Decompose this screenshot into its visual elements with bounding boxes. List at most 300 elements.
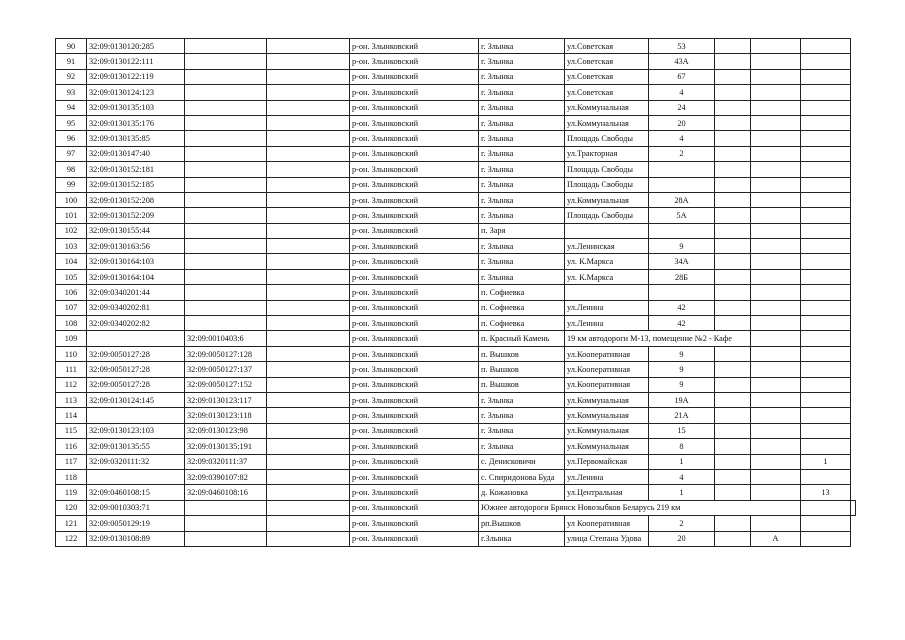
house-number-cell bbox=[649, 162, 715, 177]
district-cell: р-он. Злынковский bbox=[350, 331, 479, 346]
table-row bbox=[56, 377, 856, 392]
street-cell: ул.Коммунальная bbox=[565, 100, 649, 115]
street-cell: ул.Советская bbox=[565, 69, 649, 84]
table-row bbox=[56, 177, 856, 192]
empty-cell bbox=[267, 300, 350, 315]
locality-cell: г. Злынка bbox=[479, 85, 565, 100]
row-number-cell: 98 bbox=[56, 162, 87, 177]
letter-cell bbox=[751, 346, 801, 361]
locality-cell: п. Софиевка bbox=[479, 300, 565, 315]
cadastral-number-cell: 32:09:0130147:40 bbox=[87, 146, 185, 161]
empty-cell bbox=[715, 223, 751, 238]
table-row bbox=[56, 131, 856, 146]
building-cadastral-cell: 32:09:0130123:118 bbox=[185, 408, 267, 423]
empty-cell bbox=[267, 392, 350, 407]
empty-cell bbox=[715, 146, 751, 161]
cadastral-number-cell: 32:09:0340201:44 bbox=[87, 285, 185, 300]
empty-cell bbox=[715, 392, 751, 407]
empty-cell bbox=[267, 254, 350, 269]
empty-cell bbox=[267, 39, 350, 54]
letter-cell bbox=[751, 423, 801, 438]
letter-cell: А bbox=[751, 531, 801, 546]
empty-cell bbox=[267, 439, 350, 454]
house-number-cell bbox=[649, 177, 715, 192]
building-cadastral-cell bbox=[185, 69, 267, 84]
empty-cell bbox=[715, 439, 751, 454]
letter-cell bbox=[751, 392, 801, 407]
street-cell bbox=[565, 285, 649, 300]
empty-cell bbox=[715, 377, 751, 392]
extra-number-cell bbox=[801, 362, 851, 377]
district-cell: р-он. Злынковский bbox=[350, 146, 479, 161]
district-cell: р-он. Злынковский bbox=[350, 469, 479, 484]
letter-cell bbox=[751, 377, 801, 392]
district-cell: р-он. Злынковский bbox=[350, 485, 479, 500]
row-number-cell: 93 bbox=[56, 85, 87, 100]
district-cell: р-он. Злынковский bbox=[350, 115, 479, 130]
row-number-cell: 115 bbox=[56, 423, 87, 438]
building-cadastral-cell bbox=[185, 254, 267, 269]
row-number-cell: 113 bbox=[56, 392, 87, 407]
row-number-cell: 114 bbox=[56, 408, 87, 423]
empty-cell bbox=[715, 269, 751, 284]
house-number-cell: 53 bbox=[649, 39, 715, 54]
empty-cell bbox=[715, 115, 751, 130]
cadastral-number-cell bbox=[87, 408, 185, 423]
street-cell: улица Степана Удова bbox=[565, 531, 649, 546]
locality-cell: г. Злынка bbox=[479, 69, 565, 84]
extra-number-cell bbox=[801, 331, 851, 346]
street-cell: ул Кооперативная bbox=[565, 516, 649, 531]
empty-cell bbox=[267, 377, 350, 392]
registry-table bbox=[55, 38, 856, 547]
district-cell: р-он. Злынковский bbox=[350, 392, 479, 407]
empty-cell bbox=[267, 531, 350, 546]
empty-cell bbox=[267, 485, 350, 500]
street-cell: ул.Советская bbox=[565, 54, 649, 69]
extra-number-cell bbox=[801, 192, 851, 207]
district-cell: р-он. Злынковский bbox=[350, 316, 479, 331]
cadastral-number-cell: 32:09:0130123:103 bbox=[87, 423, 185, 438]
district-cell: р-он. Злынковский bbox=[350, 85, 479, 100]
building-cadastral-cell: 32:09:0130123:98 bbox=[185, 423, 267, 438]
empty-cell bbox=[715, 454, 751, 469]
empty-cell bbox=[267, 177, 350, 192]
table-row bbox=[56, 54, 856, 69]
locality-cell: п. Вышков bbox=[479, 377, 565, 392]
building-cadastral-cell bbox=[185, 516, 267, 531]
building-cadastral-cell: 32:09:0130123:117 bbox=[185, 392, 267, 407]
locality-cell: п. Красный Камень bbox=[479, 331, 565, 346]
empty-cell bbox=[715, 131, 751, 146]
empty-cell bbox=[715, 254, 751, 269]
house-number-cell: 4 bbox=[649, 131, 715, 146]
empty-cell bbox=[715, 239, 751, 254]
district-cell: р-он. Злынковский bbox=[350, 100, 479, 115]
empty-cell bbox=[715, 346, 751, 361]
house-number-cell: 21А bbox=[649, 408, 715, 423]
extra-number-cell: 13 bbox=[801, 485, 851, 500]
cadastral-number-cell: 32:09:0130163:56 bbox=[87, 239, 185, 254]
building-cadastral-cell bbox=[185, 115, 267, 130]
building-cadastral-cell bbox=[185, 300, 267, 315]
building-cadastral-cell bbox=[185, 85, 267, 100]
table-row bbox=[56, 269, 856, 284]
empty-cell bbox=[715, 469, 751, 484]
table-row bbox=[56, 162, 856, 177]
empty-cell bbox=[715, 177, 751, 192]
locality-cell: г. Злынка bbox=[479, 254, 565, 269]
extra-number-cell bbox=[801, 316, 851, 331]
row-number-cell: 116 bbox=[56, 439, 87, 454]
cadastral-number-cell: 32:09:0340202:82 bbox=[87, 316, 185, 331]
house-number-cell: 34А bbox=[649, 254, 715, 269]
locality-cell: г. Злынка bbox=[479, 423, 565, 438]
house-number-cell: 1 bbox=[649, 454, 715, 469]
district-cell: р-он. Злынковский bbox=[350, 362, 479, 377]
building-cadastral-cell bbox=[185, 239, 267, 254]
house-number-cell: 42 bbox=[649, 300, 715, 315]
cadastral-number-cell: 32:09:0130152:185 bbox=[87, 177, 185, 192]
empty-cell bbox=[267, 162, 350, 177]
locality-cell: п. Софиевка bbox=[479, 316, 565, 331]
district-cell: р-он. Злынковский bbox=[350, 208, 479, 223]
letter-cell bbox=[751, 331, 801, 346]
table-row bbox=[56, 485, 856, 500]
district-cell: р-он. Злынковский bbox=[350, 516, 479, 531]
letter-cell bbox=[751, 269, 801, 284]
empty-cell bbox=[267, 346, 350, 361]
empty-cell bbox=[267, 69, 350, 84]
letter-cell bbox=[751, 146, 801, 161]
empty-cell bbox=[715, 516, 751, 531]
locality-cell: Южнее автодороги Брянск Новозыбков Беларусь 219 км bbox=[479, 500, 801, 515]
district-cell: р-он. Злынковский bbox=[350, 377, 479, 392]
street-cell: ул.Кооперативная bbox=[565, 346, 649, 361]
row-number-cell: 122 bbox=[56, 531, 87, 546]
letter-cell bbox=[751, 162, 801, 177]
extra-number-cell bbox=[801, 239, 851, 254]
house-number-cell: 5А bbox=[649, 208, 715, 223]
extra-number-cell bbox=[801, 54, 851, 69]
empty-cell bbox=[715, 362, 751, 377]
extra-number-cell bbox=[801, 85, 851, 100]
locality-cell: с. Денисковичи bbox=[479, 454, 565, 469]
locality-cell: рп.Вышков bbox=[479, 516, 565, 531]
house-number-cell bbox=[649, 223, 715, 238]
extra-number-cell bbox=[801, 300, 851, 315]
letter-cell bbox=[801, 500, 851, 515]
cadastral-number-cell: 32:09:0130164:103 bbox=[87, 254, 185, 269]
building-cadastral-cell: 32:09:0050127:137 bbox=[185, 362, 267, 377]
building-cadastral-cell bbox=[185, 316, 267, 331]
street-cell: Площадь Свободы bbox=[565, 208, 649, 223]
house-number-cell: 28Б bbox=[649, 269, 715, 284]
row-number-cell: 95 bbox=[56, 115, 87, 130]
row-number-cell: 107 bbox=[56, 300, 87, 315]
letter-cell bbox=[751, 516, 801, 531]
district-cell: р-он. Злынковский bbox=[350, 239, 479, 254]
cadastral-number-cell bbox=[87, 469, 185, 484]
house-number-cell: 4 bbox=[649, 85, 715, 100]
cadastral-number-cell: 32:09:0050127:28 bbox=[87, 377, 185, 392]
row-number-cell: 121 bbox=[56, 516, 87, 531]
street-cell: ул.Коммунальная bbox=[565, 423, 649, 438]
locality-cell: п. Вышков bbox=[479, 346, 565, 361]
locality-cell: д. Кожановка bbox=[479, 485, 565, 500]
cadastral-number-cell: 32:09:0130108:89 bbox=[87, 531, 185, 546]
house-number-cell: 43А bbox=[649, 54, 715, 69]
letter-cell bbox=[751, 208, 801, 223]
letter-cell bbox=[751, 100, 801, 115]
house-number-cell: 4 bbox=[649, 469, 715, 484]
building-cadastral-cell: 32:09:0460108:16 bbox=[185, 485, 267, 500]
cadastral-number-cell: 32:09:0460108:15 bbox=[87, 485, 185, 500]
building-cadastral-cell bbox=[185, 54, 267, 69]
cadastral-number-cell: 32:09:0010303:71 bbox=[87, 500, 185, 515]
empty-cell bbox=[267, 469, 350, 484]
building-cadastral-cell: 32:09:0050127:128 bbox=[185, 346, 267, 361]
locality-cell: п. Софиевка bbox=[479, 285, 565, 300]
locality-cell: г. Злынка bbox=[479, 239, 565, 254]
letter-cell bbox=[751, 362, 801, 377]
empty-cell bbox=[267, 408, 350, 423]
extra-number-cell bbox=[801, 39, 851, 54]
extra-number-cell bbox=[851, 500, 856, 515]
district-cell: р-он. Злынковский bbox=[350, 192, 479, 207]
row-number-cell: 92 bbox=[56, 69, 87, 84]
letter-cell bbox=[751, 285, 801, 300]
house-number-cell: 9 bbox=[649, 362, 715, 377]
house-number-cell: 24 bbox=[649, 100, 715, 115]
letter-cell bbox=[751, 115, 801, 130]
locality-cell: г. Злынка bbox=[479, 115, 565, 130]
street-cell: ул.Коммунальная bbox=[565, 392, 649, 407]
house-number-cell: 20 bbox=[649, 531, 715, 546]
building-cadastral-cell bbox=[185, 177, 267, 192]
house-number-cell: 19А bbox=[649, 392, 715, 407]
table-row bbox=[56, 392, 856, 407]
district-cell: р-он. Злынковский bbox=[350, 269, 479, 284]
row-number-cell: 101 bbox=[56, 208, 87, 223]
street-cell: ул.Советская bbox=[565, 39, 649, 54]
district-cell: р-он. Злынковский bbox=[350, 300, 479, 315]
district-cell: р-он. Злынковский bbox=[350, 162, 479, 177]
letter-cell bbox=[751, 85, 801, 100]
extra-number-cell: 1 bbox=[801, 454, 851, 469]
table-row bbox=[56, 208, 856, 223]
letter-cell bbox=[751, 454, 801, 469]
house-number-cell: 15 bbox=[649, 423, 715, 438]
extra-number-cell bbox=[801, 408, 851, 423]
street-cell: ул.Коммунальная bbox=[565, 439, 649, 454]
table-row bbox=[56, 223, 856, 238]
district-cell: р-он. Злынковский bbox=[350, 69, 479, 84]
street-cell: ул.Советская bbox=[565, 85, 649, 100]
cadastral-number-cell: 32:09:0130124:145 bbox=[87, 392, 185, 407]
cadastral-number-cell: 32:09:0130152:208 bbox=[87, 192, 185, 207]
extra-number-cell bbox=[801, 516, 851, 531]
street-cell: Площадь Свободы bbox=[565, 131, 649, 146]
row-number-cell: 119 bbox=[56, 485, 87, 500]
district-cell: р-он. Злынковский bbox=[350, 346, 479, 361]
district-cell: р-он. Злынковский bbox=[350, 254, 479, 269]
row-number-cell: 110 bbox=[56, 346, 87, 361]
locality-cell: г. Злынка bbox=[479, 177, 565, 192]
table-row bbox=[56, 331, 856, 346]
house-number-cell: 2 bbox=[649, 516, 715, 531]
street-cell: ул. К.Маркса bbox=[565, 269, 649, 284]
building-cadastral-cell bbox=[185, 285, 267, 300]
extra-number-cell bbox=[801, 392, 851, 407]
building-cadastral-cell bbox=[185, 269, 267, 284]
row-number-cell: 120 bbox=[56, 500, 87, 515]
letter-cell bbox=[751, 54, 801, 69]
table-row bbox=[56, 439, 856, 454]
empty-cell bbox=[267, 331, 350, 346]
street-cell: ул.Тракторная bbox=[565, 146, 649, 161]
street-cell: Площадь Свободы bbox=[565, 177, 649, 192]
building-cadastral-cell: 32:09:0390107:82 bbox=[185, 469, 267, 484]
table-row bbox=[56, 85, 856, 100]
street-cell: ул.Ленина bbox=[565, 316, 649, 331]
row-number-cell: 111 bbox=[56, 362, 87, 377]
table-row bbox=[56, 146, 856, 161]
row-number-cell: 91 bbox=[56, 54, 87, 69]
empty-cell bbox=[267, 454, 350, 469]
locality-cell: г.Злынка bbox=[479, 531, 565, 546]
letter-cell bbox=[751, 39, 801, 54]
building-cadastral-cell bbox=[185, 500, 267, 515]
house-number-cell: 20 bbox=[649, 115, 715, 130]
house-number-cell: 2 bbox=[649, 146, 715, 161]
house-number-cell: 8 bbox=[649, 439, 715, 454]
street-cell: ул. К.Маркса bbox=[565, 254, 649, 269]
house-number-cell: 42 bbox=[649, 316, 715, 331]
district-cell: р-он. Злынковский bbox=[350, 500, 479, 515]
empty-cell bbox=[267, 85, 350, 100]
district-cell: р-он. Злынковский bbox=[350, 39, 479, 54]
building-cadastral-cell bbox=[185, 39, 267, 54]
empty-cell bbox=[267, 516, 350, 531]
district-cell: р-он. Злынковский bbox=[350, 454, 479, 469]
extra-number-cell bbox=[801, 69, 851, 84]
district-cell: р-он. Злынковский bbox=[350, 408, 479, 423]
street-cell bbox=[565, 223, 649, 238]
extra-number-cell bbox=[801, 254, 851, 269]
letter-cell bbox=[751, 254, 801, 269]
cadastral-number-cell: 32:09:0320111:32 bbox=[87, 454, 185, 469]
building-cadastral-cell bbox=[185, 100, 267, 115]
locality-cell: г. Злынка bbox=[479, 439, 565, 454]
empty-cell bbox=[715, 192, 751, 207]
cadastral-number-cell: 32:09:0130164:104 bbox=[87, 269, 185, 284]
district-cell: р-он. Злынковский bbox=[350, 285, 479, 300]
empty-cell bbox=[267, 192, 350, 207]
row-number-cell: 104 bbox=[56, 254, 87, 269]
cadastral-number-cell: 32:09:0050129:19 bbox=[87, 516, 185, 531]
extra-number-cell bbox=[801, 346, 851, 361]
letter-cell bbox=[751, 316, 801, 331]
street-cell: ул.Кооперативная bbox=[565, 377, 649, 392]
street-cell: ул.Первомайская bbox=[565, 454, 649, 469]
street-cell: ул.Ленинская bbox=[565, 239, 649, 254]
district-cell: р-он. Злынковский bbox=[350, 531, 479, 546]
house-number-cell: 9 bbox=[649, 239, 715, 254]
table-row bbox=[56, 346, 856, 361]
extra-number-cell bbox=[801, 115, 851, 130]
letter-cell bbox=[751, 300, 801, 315]
empty-cell bbox=[715, 39, 751, 54]
empty-cell bbox=[267, 316, 350, 331]
building-cadastral-cell bbox=[185, 208, 267, 223]
extra-number-cell bbox=[801, 269, 851, 284]
table-row bbox=[56, 115, 856, 130]
locality-cell: г. Злынка bbox=[479, 192, 565, 207]
street-cell: ул.Ленина bbox=[565, 469, 649, 484]
empty-cell bbox=[267, 423, 350, 438]
table-row bbox=[56, 100, 856, 115]
locality-cell: с. Спиридонова Буда bbox=[479, 469, 565, 484]
letter-cell bbox=[751, 177, 801, 192]
building-cadastral-cell: 32:09:0010403:6 bbox=[185, 331, 267, 346]
table-row bbox=[56, 362, 856, 377]
building-cadastral-cell bbox=[185, 146, 267, 161]
street-cell: ул.Коммунальная bbox=[565, 192, 649, 207]
cadastral-number-cell: 32:09:0130124:123 bbox=[87, 85, 185, 100]
table-row bbox=[56, 316, 856, 331]
extra-number-cell bbox=[801, 162, 851, 177]
street-cell: 19 км автодороги М-13, помещение №2 - Кафе bbox=[565, 331, 751, 346]
cadastral-number-cell: 32:09:0050127:28 bbox=[87, 346, 185, 361]
building-cadastral-cell bbox=[185, 131, 267, 146]
row-number-cell: 102 bbox=[56, 223, 87, 238]
extra-number-cell bbox=[801, 285, 851, 300]
empty-cell bbox=[267, 239, 350, 254]
letter-cell bbox=[751, 192, 801, 207]
cadastral-number-cell: 32:09:0130135:85 bbox=[87, 131, 185, 146]
street-cell: ул.Коммунальная bbox=[565, 115, 649, 130]
table-row bbox=[56, 254, 856, 269]
table-row bbox=[56, 516, 856, 531]
empty-cell bbox=[267, 285, 350, 300]
cadastral-number-cell: 32:09:0130135:55 bbox=[87, 439, 185, 454]
cadastral-number-cell: 32:09:0130135:176 bbox=[87, 115, 185, 130]
cadastral-number-cell: 32:09:0130152:209 bbox=[87, 208, 185, 223]
table-row bbox=[56, 300, 856, 315]
locality-cell: п. Вышков bbox=[479, 362, 565, 377]
empty-cell bbox=[715, 285, 751, 300]
locality-cell: г. Злынка bbox=[479, 146, 565, 161]
empty-cell bbox=[715, 531, 751, 546]
building-cadastral-cell: 32:09:0050127:152 bbox=[185, 377, 267, 392]
empty-cell bbox=[267, 146, 350, 161]
district-cell: р-он. Злынковский bbox=[350, 439, 479, 454]
extra-number-cell bbox=[801, 223, 851, 238]
locality-cell: г. Злынка bbox=[479, 162, 565, 177]
street-cell: ул.Коммунальная bbox=[565, 408, 649, 423]
extra-number-cell bbox=[801, 146, 851, 161]
locality-cell: г. Злынка bbox=[479, 208, 565, 223]
empty-cell bbox=[715, 69, 751, 84]
building-cadastral-cell bbox=[185, 192, 267, 207]
table-row bbox=[56, 285, 856, 300]
letter-cell bbox=[751, 223, 801, 238]
extra-number-cell bbox=[801, 100, 851, 115]
letter-cell bbox=[751, 131, 801, 146]
cadastral-number-cell: 32:09:0050127:28 bbox=[87, 362, 185, 377]
empty-cell bbox=[715, 85, 751, 100]
